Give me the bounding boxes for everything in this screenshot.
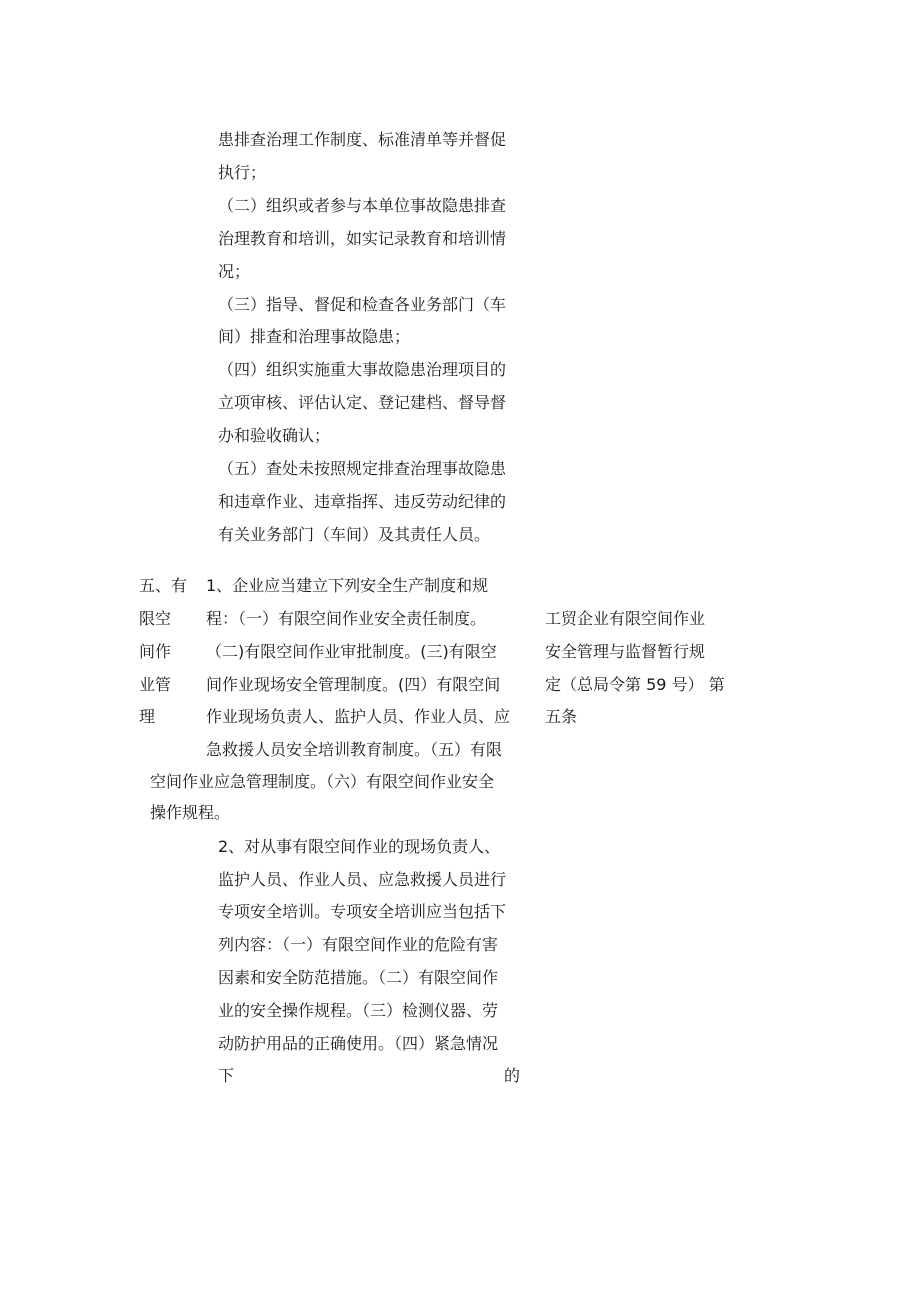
- heading-line: 五、有: [139, 576, 188, 595]
- text-line: 操作规程。: [150, 803, 231, 822]
- reference-line: 工贸企业有限空间作业: [545, 609, 706, 628]
- heading-line: 业管: [139, 675, 172, 694]
- text-line: （四）组织实施重大事故隐患治理项目的: [218, 360, 507, 379]
- text-line: 监护人员、作业人员、应急救援人员进行: [218, 870, 507, 889]
- text-fragment: 的: [503, 1066, 520, 1085]
- text-line: 作业现场负责人、监护人员、作业人员、应: [206, 707, 511, 726]
- text-line: 治理教育和培训，如实记录教育和培训情: [218, 229, 507, 248]
- text-line: 专项安全培训。专项安全培训应当包括下: [218, 902, 507, 921]
- text-line: 急救援人员安全培训教育制度。（五）有限: [206, 740, 503, 759]
- text-line: 立项审核、评估认定、登记建档、督导督: [218, 393, 507, 412]
- text-line: 程：（一）有限空间作业安全责任制度。: [206, 609, 487, 628]
- text-line: 有关业务部门（车间）及其责任人员。: [218, 525, 491, 544]
- text-line: 办和验收确认；: [218, 426, 331, 445]
- reference-line: 安全管理与监督暂行规: [545, 642, 706, 661]
- text-line: 空间作业应急管理制度。（六）有限空间作业安全: [150, 772, 495, 791]
- justified-last-line: [218, 1066, 520, 1086]
- text-line: （二)有限空间作业审批制度。(三)有限空: [206, 642, 497, 661]
- text-line: 业的安全操作规程。（三）检测仪器、劳: [218, 1001, 499, 1020]
- text-line: 间作业现场安全管理制度。(四）有限空间: [206, 675, 501, 694]
- text-line: （二）组织或者参与本单位事故隐患排查: [218, 196, 507, 215]
- text-line: 间）排查和治理事故隐患；: [218, 327, 411, 346]
- text-line: 因素和安全防范措施。（二）有限空间作: [218, 968, 499, 987]
- text-line: 患排查治理工作制度、标准清单等并督促: [218, 130, 507, 149]
- text-line: 和违章作业、违章指挥、违反劳动纪律的: [218, 492, 507, 511]
- text-line: 1、企业应当建立下列安全生产制度和规: [206, 576, 489, 595]
- reference-line: 定（总局令第 59 号） 第: [545, 675, 725, 694]
- text-line: 动防护用品的正确使用。（四）紧急情况: [218, 1034, 499, 1053]
- text-line: 执行；: [218, 163, 267, 182]
- text-line: 况；: [218, 262, 251, 281]
- text-line: 2、对从事有限空间作业的现场负责人、: [218, 837, 501, 856]
- heading-line: 理: [139, 707, 156, 726]
- text-line: （五）查处未按照规定排查治理事故隐患: [218, 459, 507, 478]
- heading-line: 间作: [139, 642, 172, 661]
- text-line: （三）指导、督促和检查各业务部门（车: [218, 295, 507, 314]
- heading-line: 限空: [139, 609, 172, 628]
- reference-line: 五条: [545, 707, 578, 726]
- text-fragment: 下: [218, 1066, 235, 1085]
- text-line: 列内容：（一）有限空间作业的危险有害: [218, 935, 499, 954]
